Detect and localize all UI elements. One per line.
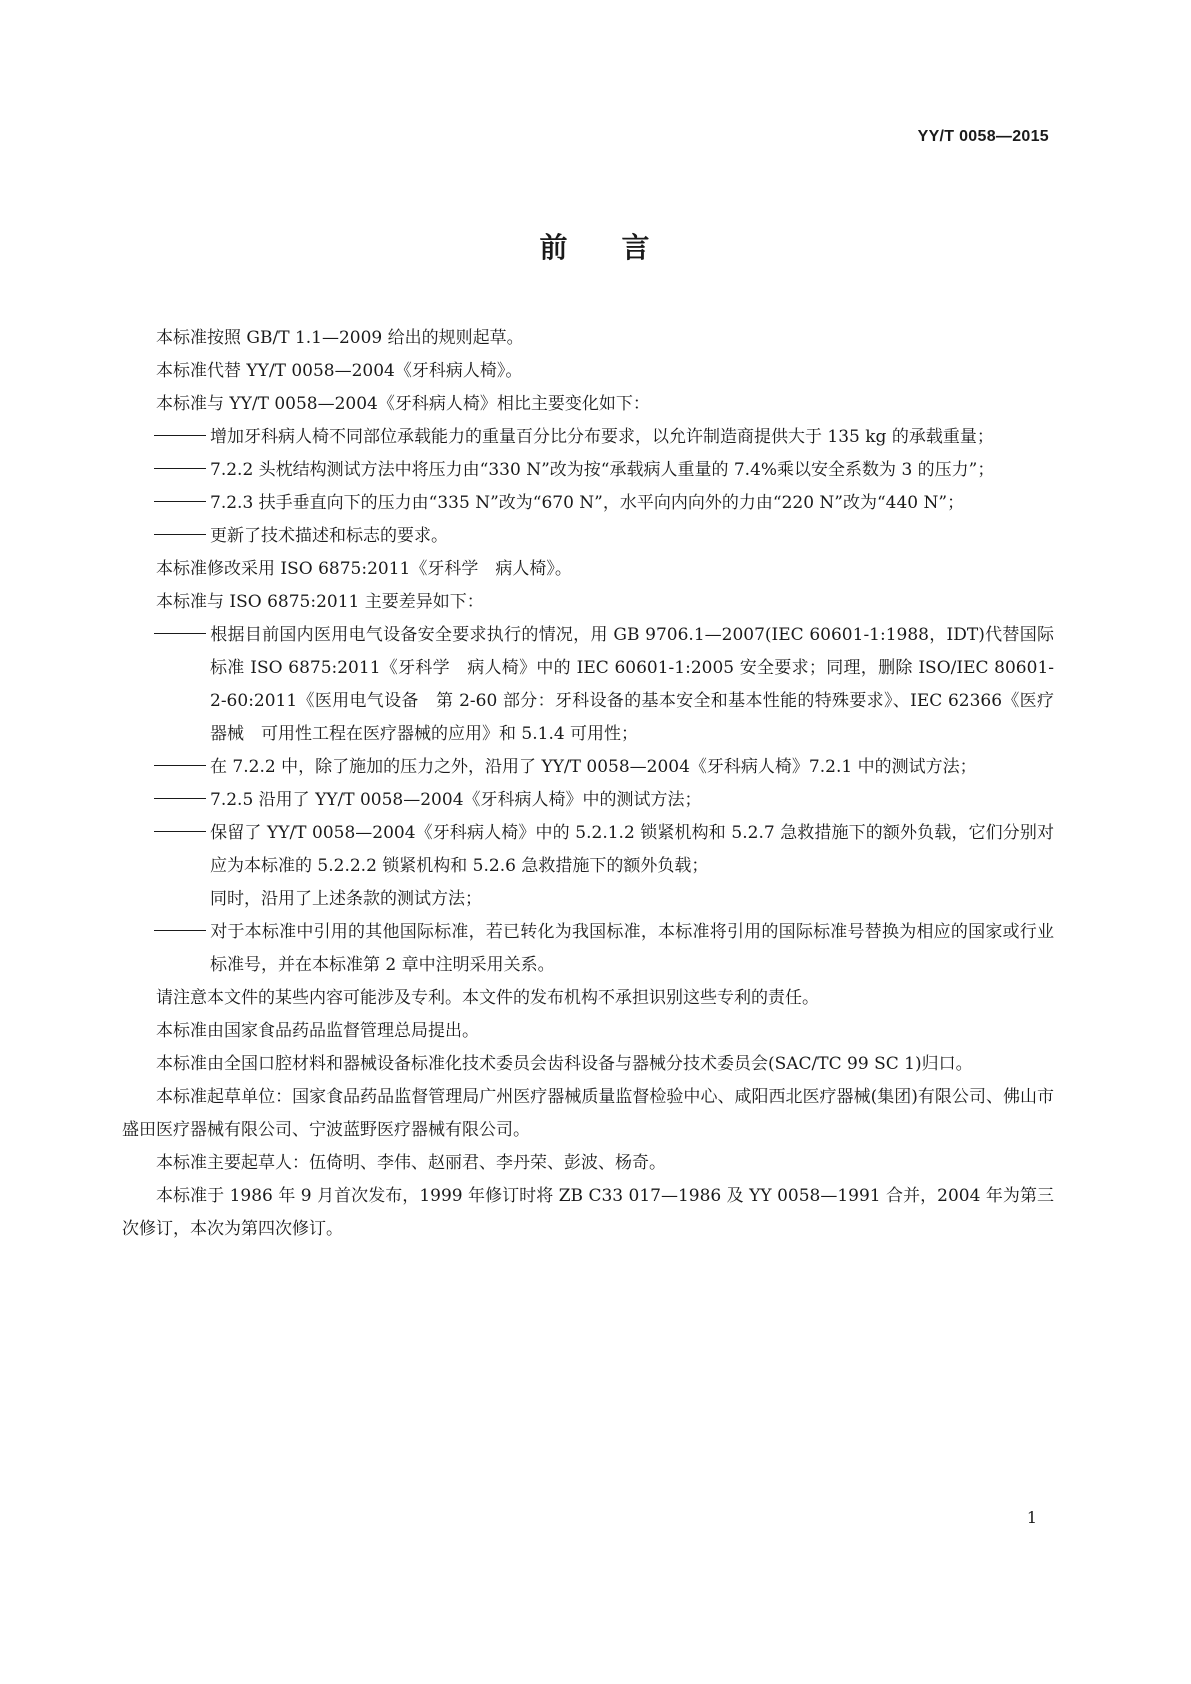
foreword-body [122, 322, 1054, 1246]
list-item-text: 保留了 YY/T 0058—2004《牙科病人椅》中的 5.2.1.2 锁紧机构和 5.2.7 急救措施下的额外负载，它们分别对应为本标准的 5.2.2.2 锁紧机构和 5.2.6 急救措施下的额外负载； [210, 823, 1054, 876]
list-item-text: 7.2.2 头枕结构测试方法中将压力由“330 N”改为按“承载病人重量的 7.4%乘以安全系数为 3 的压力”； [210, 460, 995, 480]
dash-marker [154, 751, 210, 784]
dash-marker [154, 784, 210, 817]
paragraph-proposed-by: 本标准由国家食品药品监督管理总局提出。 [156, 1021, 479, 1041]
list-item-text: 更新了技术描述和标志的要求。 [210, 526, 448, 546]
dash-marker [154, 454, 210, 487]
paragraph-history: 本标准于 1986 年 9 月首次发布，1999 年修订时将 ZB C33 017—1986 及 YY 0058—1991 合并，2004 年为第三次修订，本次为第四次修订。 [122, 1186, 1054, 1239]
title-char-2: 言 [621, 231, 652, 264]
paragraph-drafters: 本标准主要起草人：伍倚明、李伟、赵丽君、李丹荣、彭波、杨奇。 [156, 1153, 666, 1173]
list-item-text: 根据目前国内医用电气设备安全要求执行的情况，用 GB 9706.1—2007(IEC 60601-1:1988，IDT)代替国际标准 ISO 6875:2011《牙科学 病人椅》中的 IEC 60601-1:2005 安全要求；同理，删除 ISO/IEC 80601-2-60:2011《医用电气设备 第 2-60 部分：牙科设备的基本安全和基本性能的特殊要求》、IEC 62366《医疗器械 可用性工程在医疗器械的应用》和 5.1.4 可用性； [210, 625, 1054, 744]
dash-marker [154, 916, 210, 949]
list-item-continuation: 同时，沿用了上述条款的测试方法； [210, 889, 482, 909]
list-item [122, 421, 1054, 454]
list-item [122, 784, 1054, 817]
list-item [122, 454, 1054, 487]
paragraph-iso-adoption: 本标准修改采用 ISO 6875:2011《牙科学 病人椅》。 [156, 559, 572, 579]
dash-marker [154, 817, 210, 850]
paragraph-changes-intro: 本标准与 YY/T 0058—2004《牙科病人椅》相比主要变化如下： [156, 394, 650, 414]
standard-number: YY/T 0058—2015 [917, 128, 1049, 145]
title-char-1: 前 [539, 231, 570, 264]
list-item-text: 7.2.5 沿用了 YY/T 0058—2004《牙科病人椅》中的测试方法； [210, 790, 702, 810]
paragraph-differences-intro: 本标准与 ISO 6875:2011 主要差异如下： [156, 592, 484, 612]
paragraph-drafting-rules: 本标准按照 GB/T 1.1—2009 给出的规则起草。 [156, 328, 524, 348]
page-title [0, 226, 1191, 266]
list-item [122, 520, 1054, 553]
list-item [122, 817, 1054, 883]
list-item-text: 增加牙科病人椅不同部位承载能力的重量百分比分布要求，以允许制造商提供大于 135 kg 的承载重量； [210, 427, 994, 447]
list-item-text: 7.2.3 扶手垂直向下的压力由“335 N”改为“670 N”，水平向内向外的力由“220 N”改为“440 N”； [210, 493, 965, 513]
list-item-text: 在 7.2.2 中，除了施加的压力之外，沿用了 YY/T 0058—2004《牙科病人椅》7.2.1 中的测试方法； [210, 757, 977, 777]
list-item [122, 916, 1054, 982]
dash-marker [154, 520, 210, 553]
paragraph-replaces: 本标准代替 YY/T 0058—2004《牙科病人椅》。 [156, 361, 523, 381]
dash-marker [154, 421, 210, 454]
paragraph-patent-notice: 请注意本文件的某些内容可能涉及专利。本文件的发布机构不承担识别这些专利的责任。 [156, 988, 819, 1008]
page-number: 1 [1026, 1508, 1037, 1527]
paragraph-drafting-units: 本标准起草单位：国家食品药品监督管理局广州医疗器械质量监督检验中心、咸阳西北医疗器械(集团)有限公司、佛山市盛田医疗器械有限公司、宁波蓝野医疗器械有限公司。 [122, 1087, 1054, 1140]
paragraph-technical-committee: 本标准由全国口腔材料和器械设备标准化技术委员会齿科设备与器械分技术委员会(SAC/TC 99 SC 1)归口。 [156, 1054, 973, 1074]
list-item [122, 619, 1054, 751]
list-item [122, 487, 1054, 520]
dash-marker [154, 619, 210, 652]
dash-marker [154, 487, 210, 520]
list-item [122, 751, 1054, 784]
list-item-text: 对于本标准中引用的其他国际标准，若已转化为我国标准，本标准将引用的国际标准号替换为相应的国家或行业标准号，并在本标准第 2 章中注明采用关系。 [210, 922, 1054, 975]
